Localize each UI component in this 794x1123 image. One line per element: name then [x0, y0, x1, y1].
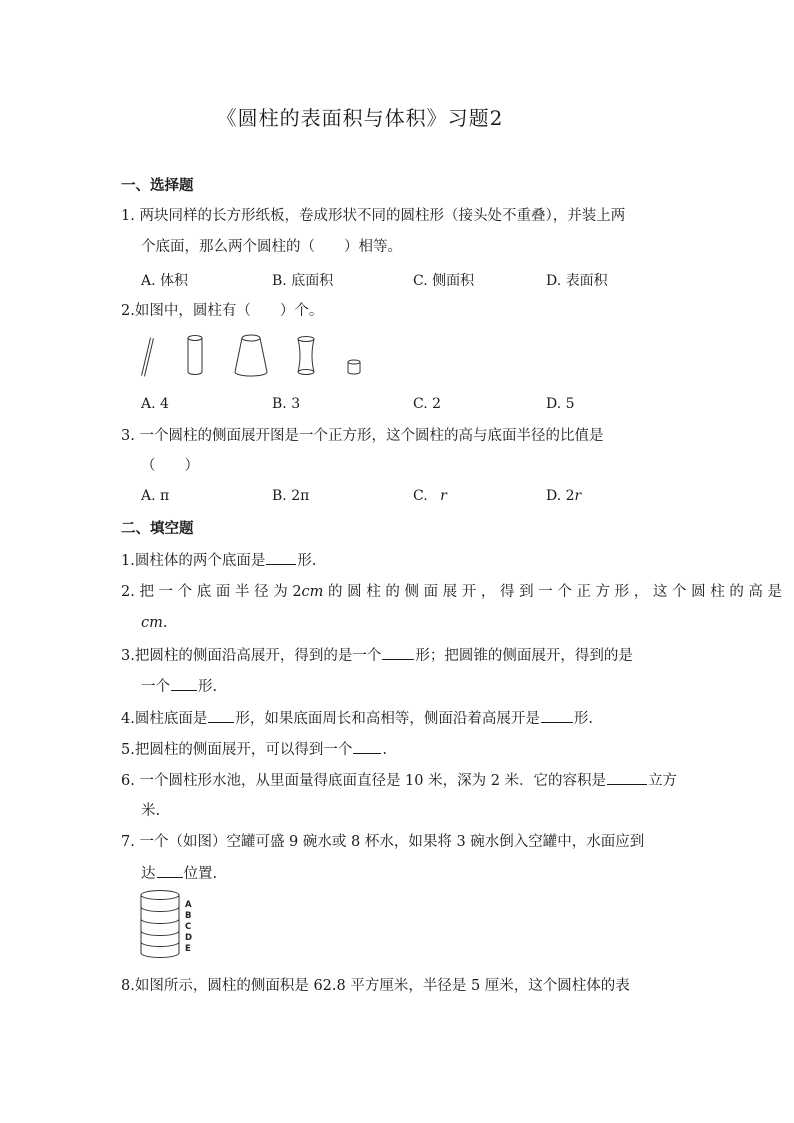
fill-6-text: 6. 一个圆柱形水池，从里面量得底面直径是 10 米，深为 2 米．它的容积是 [121, 773, 607, 789]
fill-3-text-mid: 形；把圆锥的侧面展开，得到的是 [415, 648, 633, 664]
fill-3-text-2: 一个 [141, 679, 170, 695]
question-3-option-b: B. 2π [272, 488, 310, 504]
fill-7-line-2 [141, 863, 217, 884]
fill-2-unit: cm [301, 584, 324, 600]
can-shape [141, 891, 179, 958]
question-1-line-2: 个底面，那么两个圆柱的（ ）相等。 [141, 239, 402, 255]
fill-5-blank[interactable] [353, 739, 381, 754]
question-2-line-1: 2.如图中，圆柱有（ ）个。 [121, 303, 324, 319]
rod-shape [143, 338, 152, 376]
fill-3-line-1 [121, 645, 633, 666]
fill-4-text-end: 形. [573, 711, 593, 727]
fill-2-period: . [162, 615, 168, 631]
option-c-variable: r [440, 488, 447, 504]
fill-5-text-end: . [382, 742, 387, 758]
level-label-b: B [185, 911, 192, 921]
fill-8-line-1: 8.如图所示，圆柱的侧面积是 62.8 平方厘米，半径是 5 厘米，这个圆柱体的表 [121, 978, 630, 994]
fill-1-text-end: 形. [297, 553, 317, 569]
fill-6-text-end: 立方 [648, 773, 678, 789]
question-2-option-b: B. 3 [272, 396, 301, 412]
question-2-option-d: D. 5 [546, 396, 575, 412]
fill-5 [121, 739, 387, 760]
fill-2-text: 2. 把 一 个 底 面 半 径 为 2 [121, 584, 302, 600]
fill-4 [121, 708, 593, 729]
fill-7-text-end: 位置. [183, 866, 218, 882]
option-c-prefix: C. [413, 488, 428, 504]
level-label-e: E [185, 944, 191, 954]
question-1-option-d: D. 表面积 [546, 273, 608, 289]
frustum-shape [235, 335, 267, 376]
cylinder-shape [188, 336, 202, 375]
option-d-variable: r [574, 488, 582, 504]
fill-2-line-1 [121, 582, 782, 602]
fill-6-blank[interactable] [607, 770, 647, 785]
question-3-line-1: 3. 一个圆柱的侧面展开图是一个正方形，这个圆柱的高与底面半径的比值是 [121, 428, 604, 444]
fill-5-text: 5.把圆柱的侧面展开，可以得到一个 [121, 742, 353, 758]
fill-4-text: 4.圆柱底面是 [121, 711, 208, 727]
shapes-figure [135, 330, 375, 382]
fill-1 [121, 550, 316, 571]
fill-4-text-mid: 形，如果底面周长和高相等，侧面沿着高展开是 [235, 711, 540, 727]
fill-6-line-1 [121, 770, 677, 791]
fill-7-blank[interactable] [157, 863, 183, 878]
fill-7-text: 达 [141, 866, 156, 882]
question-1-option-b: B. 底面积 [272, 273, 334, 289]
level-label-c: C [185, 922, 192, 932]
level-label-d: D [185, 933, 193, 943]
fill-4-blank-1[interactable] [208, 708, 234, 723]
fill-4-blank-2[interactable] [541, 708, 573, 723]
page-title: 《圆柱的表面积与体积》习题2 [216, 106, 504, 130]
question-1-option-c: C. 侧面积 [413, 273, 475, 289]
hourglass-cylinder-shape [298, 337, 314, 375]
question-2-option-a: A. 4 [141, 396, 169, 412]
fill-6-line-2: 米. [141, 803, 161, 819]
question-1-line-1: 1. 两块同样的长方形纸板，卷成形状不同的圆柱形（接头处不重叠），并装上两 [121, 208, 626, 224]
fill-3-blank-1[interactable] [382, 645, 414, 660]
fill-2-text-continued: 的 圆 柱 的 侧 面 展 开 ， 得 到 一 个 正 方 形 ， 这 个 圆 柱 的 高 是 [323, 584, 783, 600]
can-figure [140, 889, 210, 961]
fill-1-blank[interactable] [266, 550, 296, 565]
fill-7-line-1: 7. 一个（如图）空罐可盛 9 碗水或 8 杯水，如果将 3 碗水倒入空罐中，水面应到 [121, 834, 645, 850]
question-3-option-d [546, 488, 581, 504]
fill-1-text: 1.圆柱体的两个底面是 [121, 553, 266, 569]
question-3-option-c [413, 488, 447, 504]
short-cylinder-shape [348, 360, 360, 374]
level-label-a: A [185, 900, 192, 910]
section-heading-fill: 二、填空题 [121, 520, 194, 537]
fill-3-text: 3.把圆柱的侧面沿高展开，得到的是一个 [121, 648, 382, 664]
fill-3-text-end: 形. [198, 679, 218, 695]
question-1-option-a: A. 体积 [141, 273, 189, 289]
question-3-line-2: （ ） [141, 458, 199, 474]
fill-2-line-2 [141, 613, 167, 633]
section-heading-choice: 一、选择题 [121, 177, 194, 194]
question-2-option-c: C. 2 [413, 396, 442, 412]
fill-3-line-2 [141, 676, 217, 697]
question-3-option-a: A. π [141, 488, 170, 504]
fill-2-unit-answer: cm [141, 615, 163, 631]
option-d-prefix: D. 2 [546, 488, 575, 504]
fill-3-blank-2[interactable] [171, 676, 197, 691]
